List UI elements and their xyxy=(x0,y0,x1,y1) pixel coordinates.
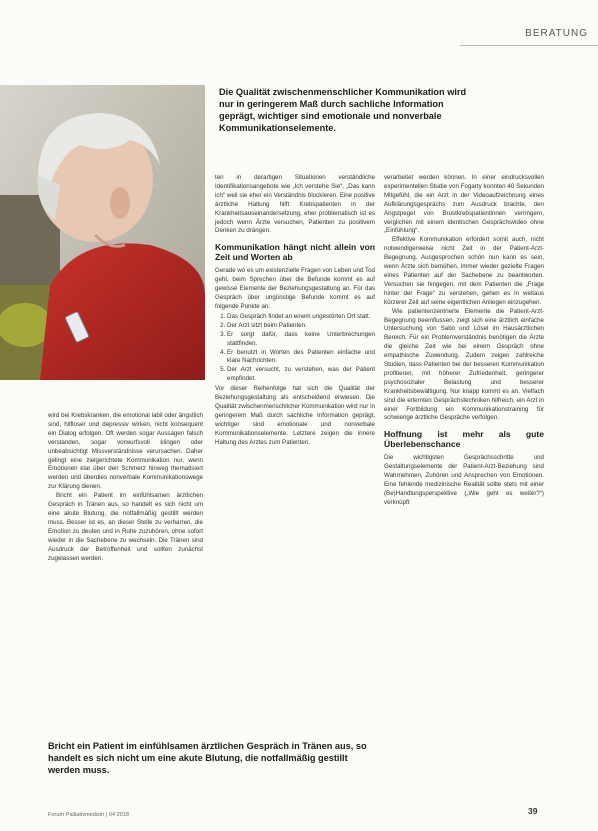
footer-publication: Forum Palliativmedizin | 04 2018 xyxy=(48,812,130,818)
doctor-photo xyxy=(0,85,205,380)
column-3 xyxy=(384,174,544,508)
photo-illustration xyxy=(0,85,205,380)
col2-paragraph-1: ten in derartigen Situationen verständliche Identifikationsangebote wie „Ich verstehe Sie“, „Das kann ich“ weil sie eher ein Verständnis blockieren. Eine positive ärztliche Haltung hilft Krebspatienten in der Krankheitsauseinandersetzung, eher problematisch ist es jedoch wenn Ärzte versuchen, Patienten zu positivem Denken zu drängen. xyxy=(215,174,375,235)
col2-heading: Kommunikation hängt nicht allein von Zeit und Worten ab xyxy=(215,242,375,263)
list-item: 5. Der Arzt versucht, zu verstehen, was der Patient empfindet. xyxy=(227,366,375,384)
column-2 xyxy=(215,174,375,447)
col2-after: Vor dieser Reihenfolge hat sich die Qualität der Beziehungsgestaltung als entscheidend erwiesen. Die Qualität zwischenmenschlicher Kommunikation wird nur in geringerem Maß durch sachliche Information geprägt, wichtiger sind emotionale und nonverbale Kommunikationselemente. Letztere zeigen die innere Haltung des Arztes zum Patienten. xyxy=(215,385,375,446)
pullquote-bottom: Bricht ein Patient im einfühlsamen ärztlichen Gespräch in Tränen aus, so handelt es sich nicht um eine akute Blutung, die notfallmäßig gestillt werden muss. xyxy=(48,741,367,775)
list-item: 4. Er benutzt in Worten des Patienten einfache und klare Nachrichten. xyxy=(227,349,375,367)
col1-paragraph-1: wird bei Krebskranken, die emotional labil oder ängstlich sind, hilfloser und depressiv wirken, nicht konsequent ein Dialog erfolgen. Oft werden sogar Aussagen falsch verstanden, sogar vorwurfsvoll klingen oder unbeabsichtigt Missverständnisse verursachen. Daher gelingt eine zielgerichtete Kommunikation nur, wenn Emotionen klar über den Schmerz hinweg thematisiert werden und überdies nonverbale Kommunikationswege zur Klärung dienen. xyxy=(48,412,203,491)
col2-list xyxy=(215,313,375,384)
col3-paragraph-2: Effektive Kommunikation erfordert somit auch, nicht notwendigerweise nicht Zeit in der Patient-Arzt-Begegnung. Ausgesprochen schön nun kann es sein, wenn Ärzte sich bemühen, immer wieder gezielte Fragen eines Patienten auf der Sachebene zu beantworten. Versuchen sie hingegen, mit dem Patienten die „Frage hinter der Frage“ zu verstehen, gehen es in weitaus kürzerer Zeit auf seine eigentlichen Anliegen einzugehen. xyxy=(384,236,544,306)
column-1 xyxy=(48,412,203,563)
list-item: 3. Er sorgt dafür, dass keine Unterbrechungen stattfinden. xyxy=(227,331,375,349)
col2-intro: Gerade wo es um existenzielle Fragen von Leben und Tod geht, beim Sprechen über die Befunde kommt es auf gewisse Elemente der Beziehungsgestaltung an. Für das Gespräch über ungünstige Befunde kommt es auf folgende Punkte an: xyxy=(215,267,375,310)
list-item: 2. Der Arzt sitzt beim Patienten. xyxy=(227,322,375,331)
header-rule xyxy=(460,45,598,46)
col3-paragraph-3: Wie patientenzentrierte Elemente die Patient-Arzt-Begegnung beeinflussen, zeigt sich eine ärztlich einfache Untersuchung von Sabo und Lösel im Hausärztlichen Bereich. Für ein Problemverständnis benötigen die Ärzte die gleiche Zeit wie bei einem Gespräch ohne empathische Zuwendung. Zudem zeigen zahlreiche Studien, dass Patienten bei der besseren Kommunikation profitieren, mit höherer Zufriedenheit, geringerer psychosozialer Belastung und besserer Krankheitsbewältigung. Nur knapp kommt es an. Vielfach sind die erlernten Gesprächstechniken hilfreich, ein Arzt in einer Fortbildung ein Kommunikationstraining für schwierige ärztliche Gespräche verfolgen. xyxy=(384,307,544,422)
section-label: BERATUNG xyxy=(525,28,588,39)
col1-paragraph-2: Bricht ein Patient im einfühlsamen ärztlichen Gespräch in Tränen aus, so handelt es sich nicht um eine akute Blutung, die notfallmäßig gestillt werden muss. Besser ist es, an dieser Stelle zu verharren, die Emotion zu deuten und in Ruhe zuzuhören, ohne sofort wieder in die Sachebene zu wechseln. Die Tränen sind Ausdruck der Betroffenheit und sollten zunächst zugelassen werden. xyxy=(48,492,203,562)
col3-paragraph-1: verarbeitet werden können. In einer eindrucksvollen experimentellen Studie von Fogarty konnten 40 Sekunden Mitgefühl, die ein Arzt in der Videoaufzeichnung eines Aufklärungsgesprächs zum Ausdruck brachte, den Angstpegel von Brustkrebspatientinnen verringern, verglichen mit einem identischen Gesprächsvideo ohne „Einfühlung“. xyxy=(384,174,544,235)
pullquote-top: Die Qualität zwischenmenschlicher Kommunikation wird nur in geringerem Maß durch sachliche Information geprägt, wichtiger sind emotionale und nonverbale Kommunikationselemente. xyxy=(219,87,467,133)
page-number: 39 xyxy=(528,806,538,816)
list-item: 1. Das Gespräch findet an einem ungestörten Ort statt. xyxy=(227,313,375,322)
col3-after: Die wichtigsten Gesprächsschritte und Gestaltungselemente der Patient-Arzt-Beziehung sind Wahrnehmen, Zuhören und Ansprechen von Emotionen. Eine fehlende medizinische Realität sollte stets mit einer (Be)Handlungsperspektive („Wie geht es weiter?“) verknüpft xyxy=(384,454,544,506)
col3-heading: Hoffnung ist mehr als gute Überlebenschance xyxy=(384,429,544,450)
